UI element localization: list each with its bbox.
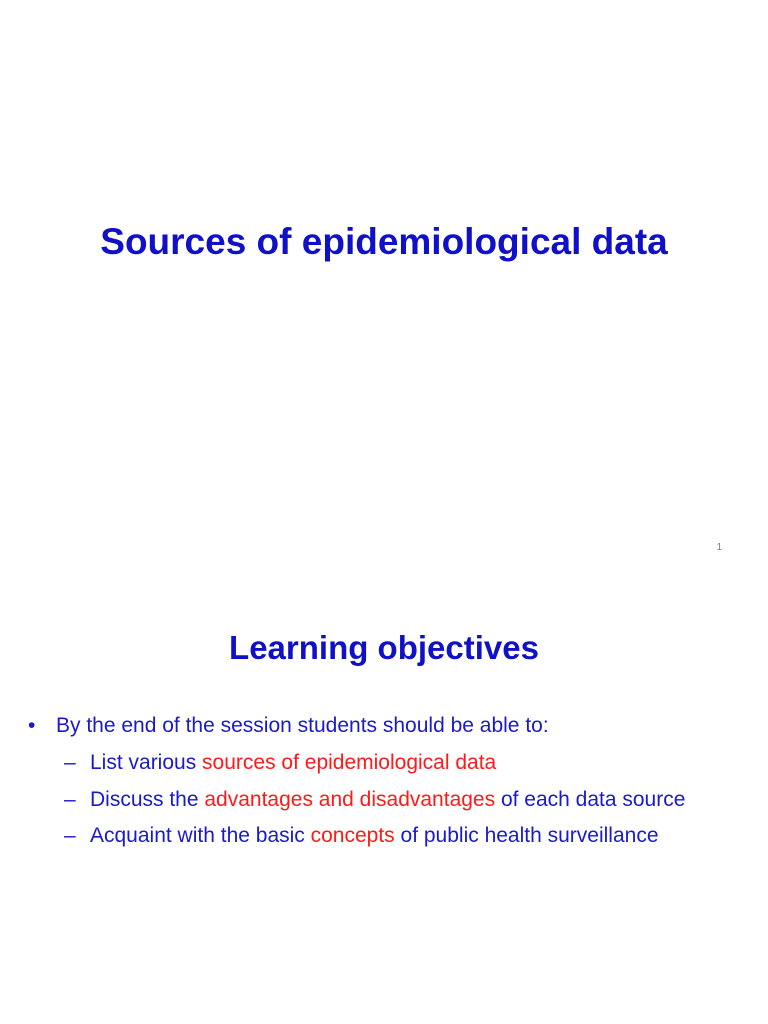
sub-item-highlight: concepts <box>310 824 395 847</box>
dash-marker: – <box>64 751 76 774</box>
dash-marker: – <box>64 788 76 811</box>
slide-2-title: Learning objectives <box>229 629 539 666</box>
sub-item-text: Acquaint with the basic <box>90 824 311 847</box>
dash-marker: – <box>64 824 76 847</box>
sub-item-highlight: advantages and disadvantages <box>204 788 496 811</box>
sub-item-highlight: sources of epidemiological data <box>202 751 497 774</box>
sub-item-text-after: of public health surveillance <box>394 824 659 847</box>
bullet-marker: • <box>28 714 36 737</box>
bullet-text: By the end of the session students should be able to: <box>56 714 549 737</box>
sub-item-3 <box>64 822 659 850</box>
sub-item-text-after: of each data source <box>495 788 686 811</box>
slide-2 <box>0 576 768 1024</box>
slide-1-title: Sources of epidemiological data <box>100 221 668 262</box>
bullet-item <box>28 712 549 740</box>
sub-item-text: Discuss the <box>90 788 205 811</box>
sub-item-1 <box>64 749 496 777</box>
page-number: 1 <box>716 542 722 553</box>
sub-item-2 <box>64 786 685 814</box>
sub-item-text: List various <box>90 751 203 774</box>
